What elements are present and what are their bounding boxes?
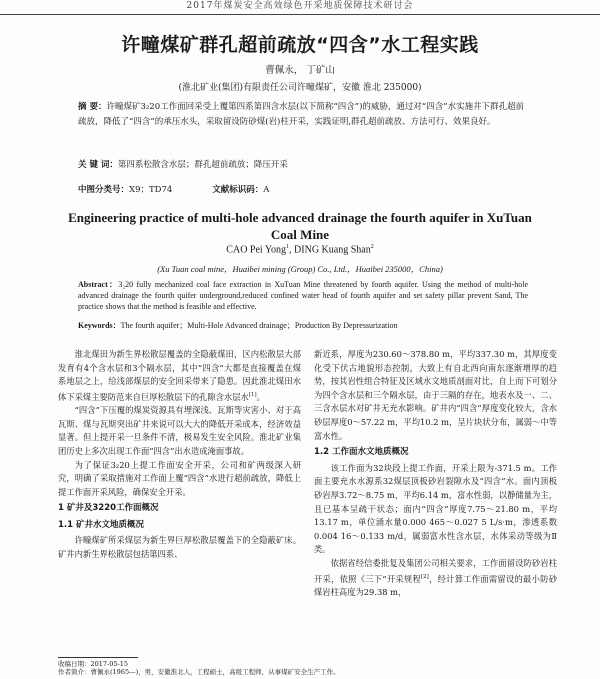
footnote-divider — [58, 657, 138, 658]
body-column-left — [58, 348, 301, 562]
abstract-en-label: Abstract： — [78, 280, 119, 289]
body-paragraph — [314, 557, 557, 600]
author-en-2-sup: 2 — [370, 244, 374, 250]
subsection-heading: 1.1 矿井水文地质概况 — [58, 519, 145, 530]
author-en-1: CAO Pei Yong — [226, 244, 287, 256]
author-en-2: DING Kuang Shan — [294, 244, 371, 256]
author-en-1-sup: 1 — [286, 244, 290, 250]
keywords-cn-label: 关 键 词： — [78, 160, 118, 170]
body-paragraph: 为了保证3₂20上提工作面安全开采，公司和矿两级深入研究，明确了采取措施对工作面上覆“四含”水进行超前疏放，降低上提工作面开采风险，确保安全开采。 — [58, 459, 301, 497]
body-text: 依据省经信委批复及集团公司相关要求，工作面留设防砂岩柱开采，依照《三下”开采规程 — [314, 557, 557, 584]
keywords-en-label: Keywords： — [78, 321, 121, 330]
abstract-cn-label: 摘 要： — [78, 102, 107, 112]
doc-code-value: A — [263, 185, 270, 195]
body-text: 淮北煤田为新生界松散层覆盖的全隐蔽煤田，区内松散层大部发育有4个含水层和3个隔水层，其中“四含”大都是直接覆盖在煤系地层之上，给浅部煤层的安全回采带来了隐患。因此淮北煤田水体下采煤主要防范来自巨厚松散层下的孔隙含水层水 — [58, 349, 301, 402]
clc-label: 中图分类号： — [78, 185, 130, 195]
body-text: 。 — [256, 391, 265, 402]
citation-ref: [1] — [248, 391, 257, 398]
classification-cn — [78, 183, 528, 195]
body-column-right — [314, 348, 557, 599]
journal-header: 2017年煤炭安全高效绿色开采地质保障技术研讨会 — [0, 0, 600, 15]
abstract-en-text: 3₂20 fully mechanized coal face extraction in XuTuan Mine threatened by fourth aquifer. Using the method of multi-hole advanced drainage the fourth quifer underground,reduced confined water head of fourth aquifer and set safety pillar prevent Sand, The practice shows that the method is feasible and effective. — [78, 280, 528, 311]
authors-cn: 曹佩永， 丁矿山 — [265, 65, 335, 76]
section-heading: 1 矿井及3220工作面概况 — [58, 503, 159, 514]
affiliation-cn: (淮北矿业(集团)有限责任公司许疃煤矿，安徽 淮北 235000) — [178, 83, 422, 93]
paper-title-cn: 许疃煤矿群孔超前疏放“四含”水工程实践 — [121, 34, 479, 56]
abstract-en — [78, 279, 528, 312]
body-paragraph: “四含”下压覆的煤炭资源具有埋深浅、瓦斯等灾害小、对于高瓦斯、煤与瓦斯突出矿井来说可以大大的降低开采成本，经济效益显著。但上提开采一旦条件不清，极易发生安全风险。淮北矿业集团历史上多次出现工作面“四含”出水造成淹面事故。 — [58, 405, 301, 456]
footnote — [58, 660, 548, 676]
received-date: 收稿日期：2017-05-15 — [58, 660, 128, 668]
body-paragraph: 许疃煤矿所采煤层为新生界巨厚松散层覆盖下的全隐蔽矿床。矿井内新生界松散层包括第四系、 — [58, 535, 301, 560]
citation-ref: [2] — [421, 573, 429, 580]
author-bio: 作者简介：曹佩永(1965—)，男，安徽淮北人，工程硕士，高级工程师，从事煤矿安全生产工作。 — [58, 668, 340, 676]
author-en-sep: , — [289, 244, 295, 256]
body-paragraph: 该工作面为32块段上提工作面，开采上限为-371.5 m。工作面主要充水水源系32煤层顶板砂岩裂隙水及“四含”水。面内顶板砂岩厚3.72～8.75 m，平均6.14 m，富水性弱，以静储量为主，且已基本呈疏干状态；面内“四含”厚度7.75～21.80 m，平均13.17 m，单位涌水量0.000 465～0.027 5 L/s·m，渗透系数0.004 16～0.133 m/d，属弱富水性含水层，水体采动等级为Ⅱ类。 — [314, 462, 557, 555]
doc-code-label: 文献标识码： — [212, 185, 264, 195]
abstract-cn — [78, 100, 528, 130]
body-text: ，经计算工作面需留设的最小防砂煤岩柱高度为29.38 m， — [314, 573, 557, 597]
affiliation-en: (Xu Tuan coal mine，Huaibei mining (Group) Co., Ltd.，Huaibei 235000，China) — [157, 264, 443, 274]
abstract-cn-text: 许疃煤矿3₂20工作面回采受上覆第四系第四含水层(以下简称“四含”)的威胁，通过对“四含”水实施井下群孔超前疏放，降低了“四含”的承压水头，采取留设防砂煤(岩)柱开采，实践证明,群孔超前疏放、方法可行、效果良好。 — [78, 102, 525, 127]
body-paragraph: 新近系，厚度为230.60～378.80 m，平均337.30 m，其厚度变化受下伏古地貌形态控制，大致上有自北西向南东逐渐增厚的趋势，按其岩性组合特征及区域水文地质剖面对比，自上而下可划分为四个含水层和三个隔水层，由于三隔的存在，地表水及一、二、三含水层水对矿井无充水影响。矿井内“四含”厚度变化较大，含水砂层厚度0～57.22 m，平均10.2 m，呈片块状分布，属弱～中等富水性。 — [314, 349, 557, 441]
keywords-cn — [78, 158, 528, 170]
authors-en — [0, 244, 600, 255]
keywords-en — [78, 320, 528, 331]
clc-value: X9；TD74 — [129, 185, 173, 195]
body-paragraph — [58, 348, 301, 404]
paper-title-en: Engineering practice of multi-hole advanced drainage the fourth aquifer in XuTuan Coal Mine — [68, 210, 532, 242]
subsection-heading: 1.2 工作面水文地质概况 — [314, 447, 409, 458]
keywords-cn-text: 第四系松散含水层；群孔超前疏放；降压开采 — [117, 160, 288, 170]
keywords-en-text: The fourth aquifer；Multi-Hole Advanced drainage；Production By Depressurization — [120, 321, 398, 330]
